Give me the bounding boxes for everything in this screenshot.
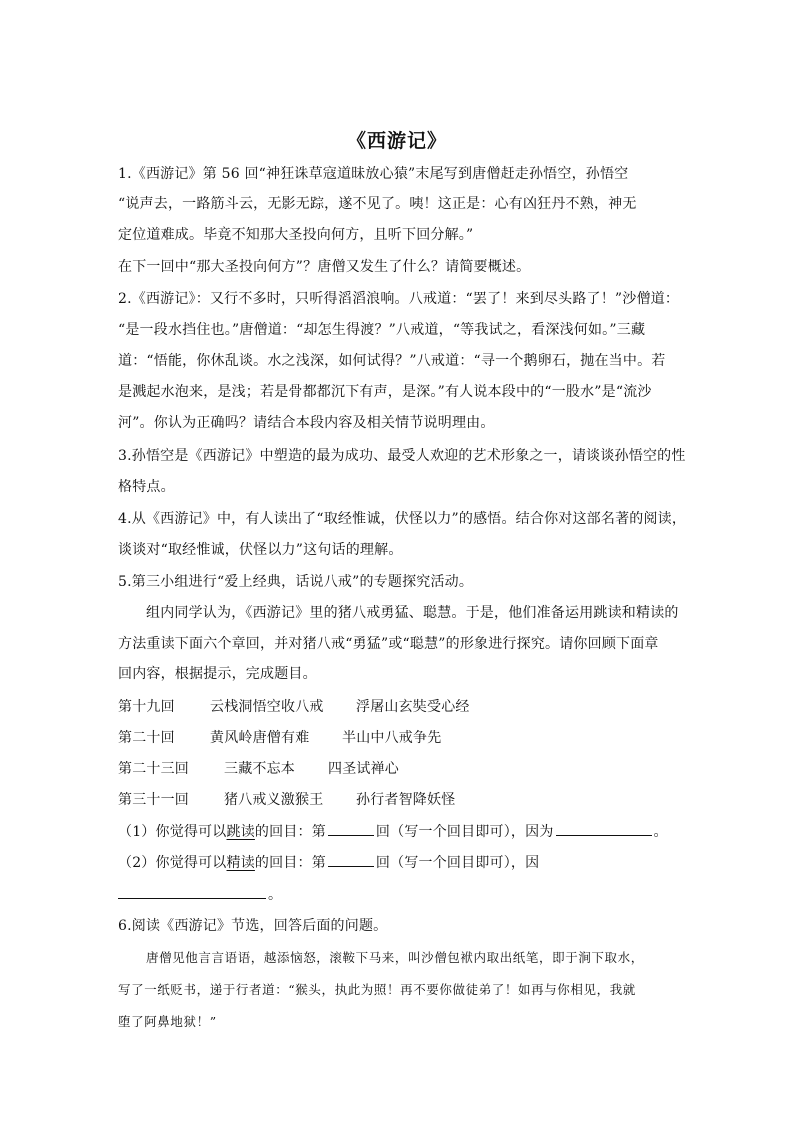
- sub2-keyword: 精读: [226, 855, 255, 871]
- q5-sub-2: [118, 852, 678, 873]
- chapter-title-a: 黄风岭唐僧有难: [210, 730, 310, 746]
- q2-line-2: “是一段水挡住也。”唐僧道：“却怎生得渡？”八戒道，“等我试之，看深浅何如。”三藏: [118, 322, 646, 338]
- q3-line-2: 格特点。: [118, 479, 175, 495]
- q3-line-1: 3.孙悟空是《西游记》中塑造的最为成功、最受人欢迎的艺术形象之一，请谈谈孙悟空的性: [118, 448, 686, 464]
- sub1-mid: 的回目：第: [254, 824, 326, 840]
- q4-line-1: 4.从《西游记》中，有人读出了“取经惟诚，伏怪以力”的感悟。结合你对这部名著的阅读，: [118, 511, 687, 527]
- chapter-row: [118, 790, 678, 810]
- chapter-number: 第十九回: [118, 699, 175, 715]
- sub1-chapter-blank[interactable]: [328, 821, 374, 836]
- q5-line-2: 组内同学认为，《西游记》里的猪八戒勇猛、聪慧。于是，他们准备运用跳读和精读的: [146, 605, 679, 621]
- sub2-prefix: （2）你觉得可以: [118, 855, 227, 871]
- q2-line-1: 2.《西游记》：又行不多时，只听得滔滔浪响。八戒道：“罢了！来到尽头路了！”沙僧道：: [118, 291, 680, 307]
- chapter-row: [118, 728, 678, 748]
- chapter-number: 第三十一回: [118, 792, 189, 808]
- chapter-title-b: 浮屠山玄奘受心经: [356, 699, 470, 715]
- q5-line-3: 方法重读下面六个章回，并对猪八戒“勇猛”或“聪慧”的形象进行探究。请你回顾下面章: [118, 636, 659, 652]
- q1-line-3: 定位道难成。毕竟不知那大圣投向何方，且听下回分解。”: [118, 227, 474, 243]
- chapter-title-b: 半山中八戒争先: [342, 730, 442, 746]
- chapter-title-b: 四圣试禅心: [328, 761, 399, 777]
- chapter-row: [118, 697, 678, 717]
- q2-line-5: 河”。你认为正确吗？请结合本段内容及相关情节说明理由。: [118, 415, 495, 431]
- sub2-reason-blank[interactable]: [118, 884, 266, 899]
- q6-excerpt-1: 唐僧见他言言语语，越添恼怒，滚鞍下马来，叫沙僧包袱内取出纸笔，即于涧下取水，: [146, 950, 644, 965]
- chapter-title-a: 猪八戒义激猴王: [224, 792, 324, 808]
- sub2-end: 。: [268, 887, 283, 903]
- q6-line-1: 6.阅读《西游记》节选，回答后面的问题。: [118, 918, 388, 934]
- q2-line-4: 是溅起水泡来，是浅；若是骨都都沉下有声，是深。”有人说本段中的“一股水”是“流沙: [118, 384, 652, 400]
- sub1-end: 。: [653, 824, 668, 840]
- q5-line-1: 5.第三小组进行“爱上经典，话说八戒”的专题探究活动。: [118, 574, 474, 590]
- q1-line-4: 在下一回中“那大圣投向何方”？唐僧又发生了什么？请简要概述。: [118, 259, 531, 275]
- sub1-after: 回（写一个回目即可），因为: [375, 824, 554, 840]
- q2-line-3: 道：“悟能，你休乱谈。水之浅深，如何试得？”八戒道：“寻一个鹅卵石，抛在当中。若: [118, 353, 666, 369]
- chapter-number: 第二十回: [118, 730, 175, 746]
- q6-excerpt-3: 堕了阿鼻地狱！”: [118, 1014, 217, 1029]
- chapter-number: 第二十三回: [118, 761, 189, 777]
- q5-line-4: 回内容，根据提示，完成题目。: [118, 666, 317, 682]
- chapter-title-b: 孙行者智降妖怪: [356, 792, 456, 808]
- chapter-row: [118, 759, 678, 779]
- page-title: 《西游记》: [346, 130, 447, 152]
- chapter-title-a: 三藏不忘本: [224, 761, 295, 777]
- q5-sub-2-cont: [118, 884, 678, 905]
- sub2-after: 回（写一个回目即可），因: [375, 855, 540, 871]
- q1-line-1: 1.《西游记》第 56 回“神狂诛草寇道昧放心猿”末尾写到唐僧赶走孙悟空，孙悟空: [118, 166, 629, 182]
- q1-line-2: “说声去，一路筋斗云，无影无踪，遂不见了。咦！这正是：心有凶狂丹不熟，神无: [118, 196, 637, 212]
- sub1-reason-blank[interactable]: [556, 821, 652, 836]
- q5-sub-1: [118, 821, 678, 842]
- sub1-prefix: （1）你觉得可以: [118, 824, 227, 840]
- q4-line-2: 谈谈对“取经惟诚，伏怪以力”这句话的理解。: [118, 542, 403, 558]
- sub2-mid: 的回目：第: [254, 855, 326, 871]
- sub2-chapter-blank[interactable]: [328, 852, 374, 867]
- sub1-keyword: 跳读: [226, 824, 255, 840]
- q6-excerpt-2: 写了一纸贬书，递于行者道：“猴头，执此为照！再不要你做徒弟了！如再与你相见，我就: [118, 982, 636, 997]
- chapter-title-a: 云栈洞悟空收八戒: [210, 699, 324, 715]
